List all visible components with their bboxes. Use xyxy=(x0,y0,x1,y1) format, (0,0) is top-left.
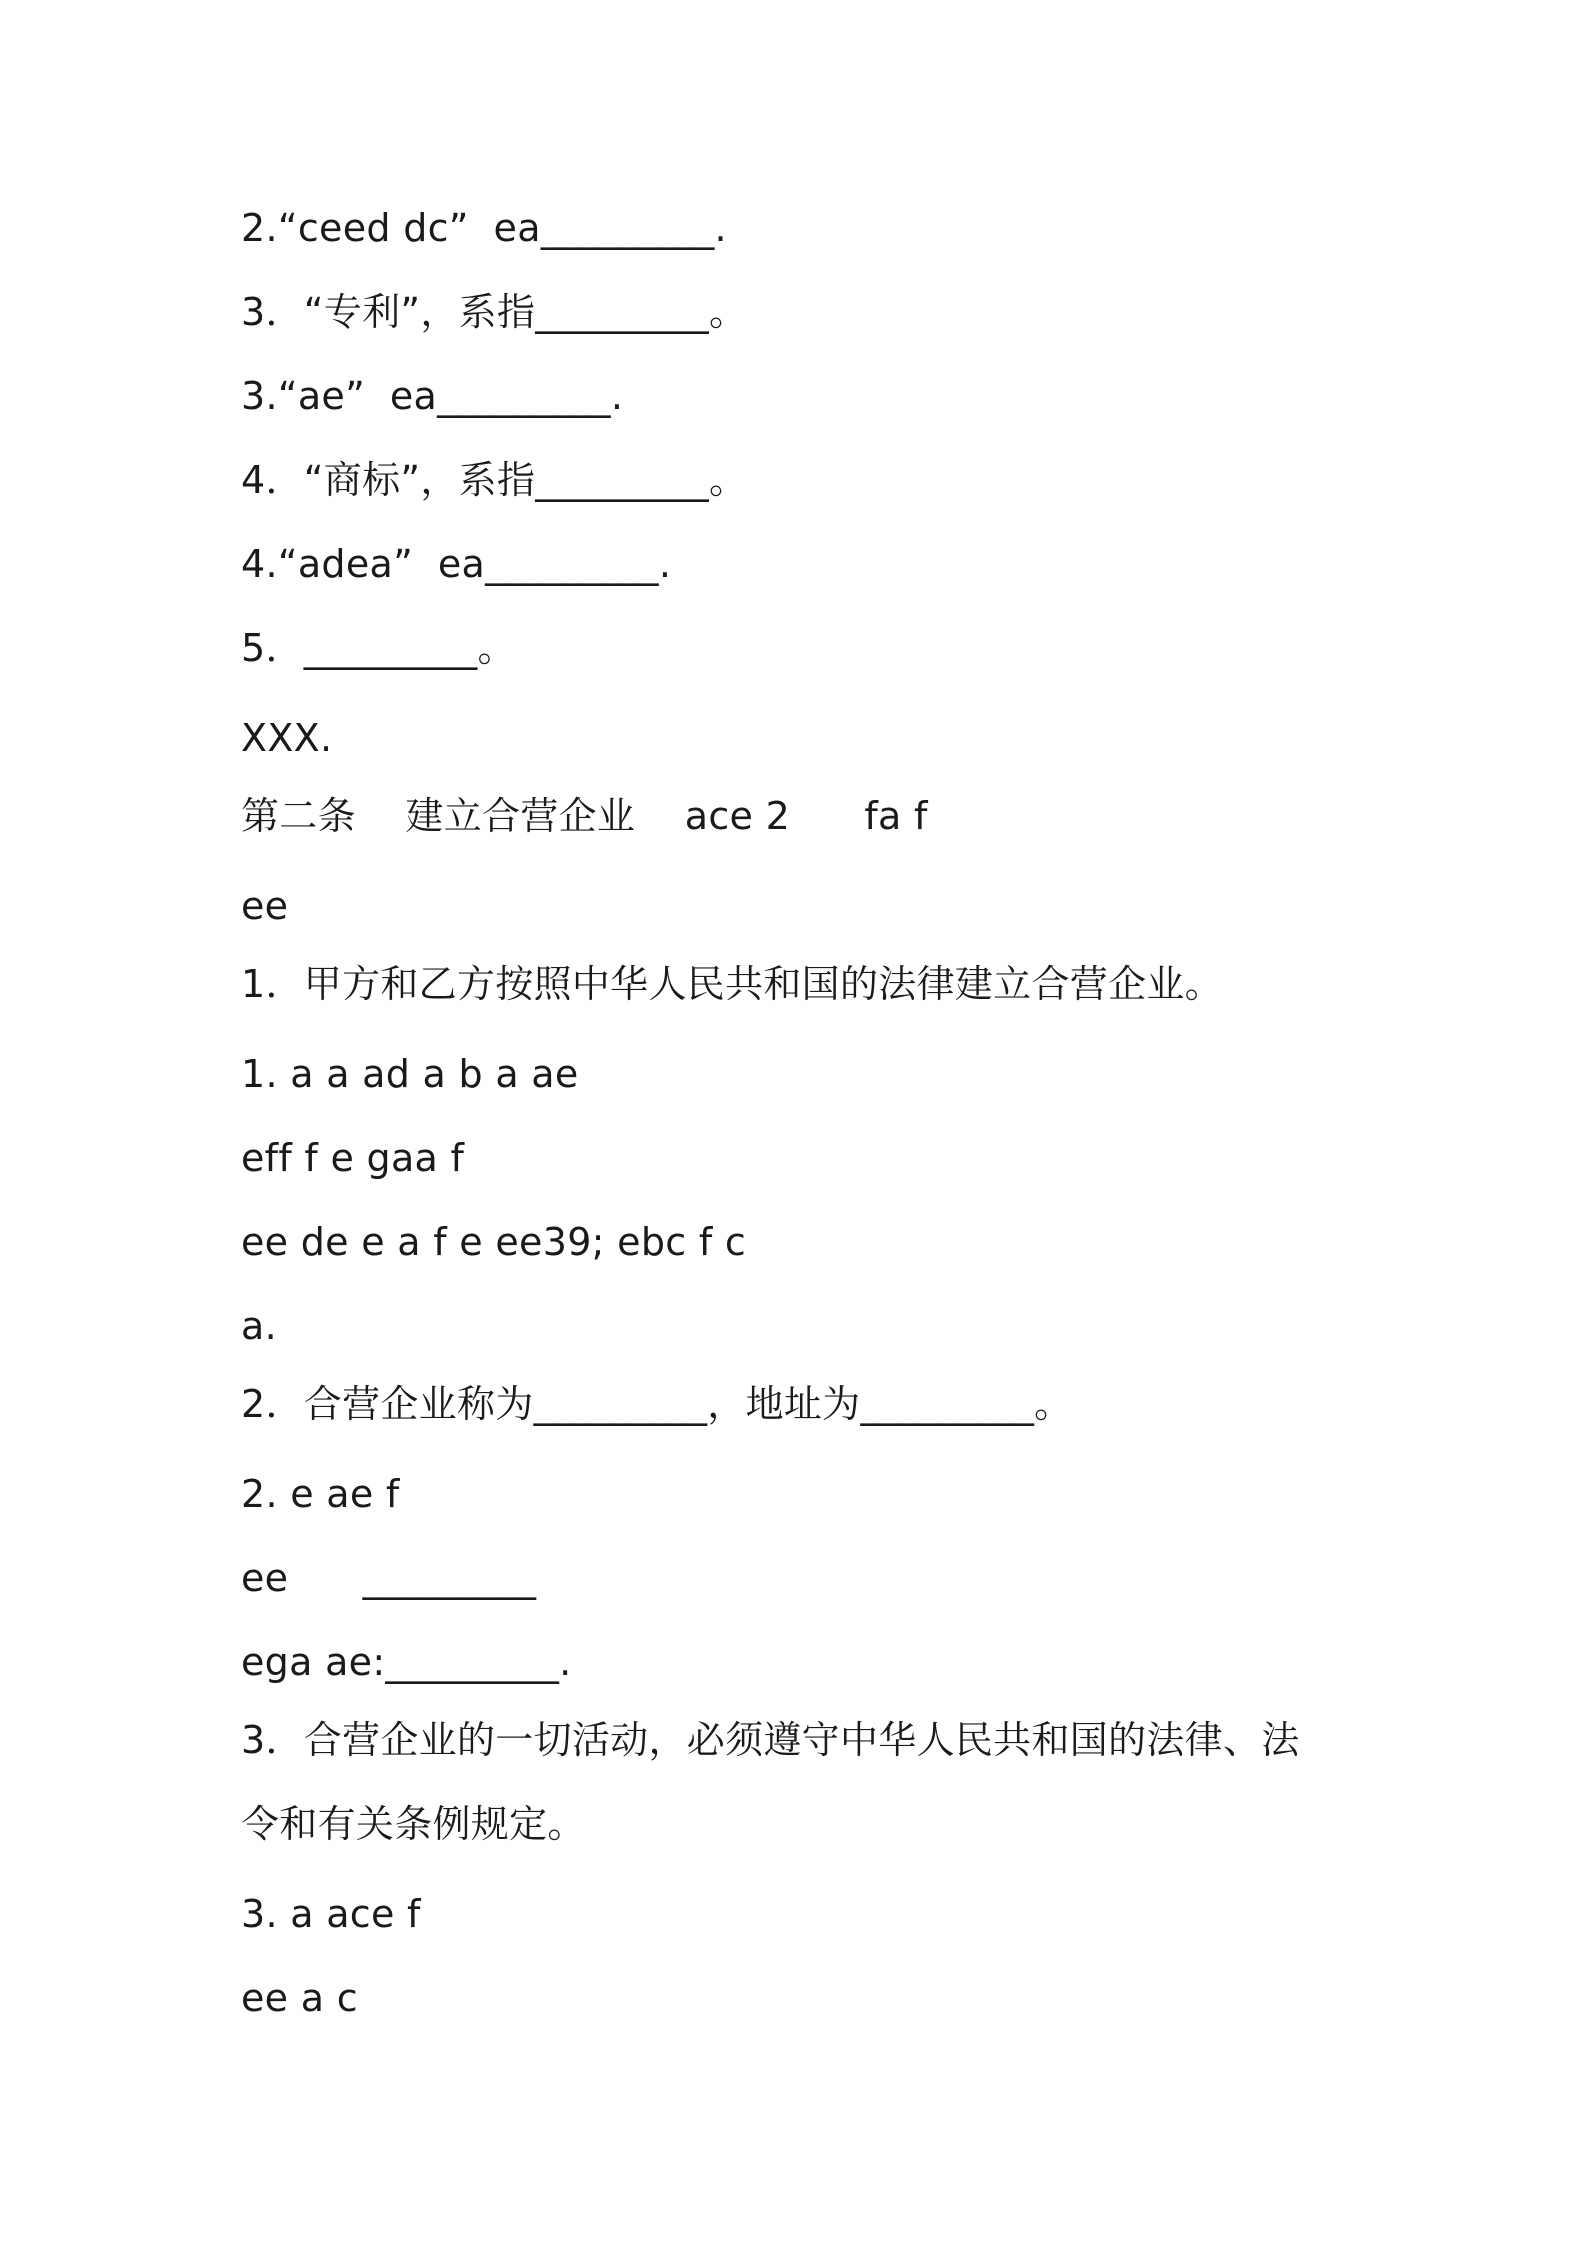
clause-1-zh: 1．甲方和乙方按照中华人民共和国的法律建立合营企业。 xyxy=(241,962,1223,1006)
clause-3-en-cont: ee a c xyxy=(241,1976,358,2020)
clause-2-en: 2. e ae f xyxy=(241,1472,400,1516)
definition-line-3-en: 3.“ae” ea_________. xyxy=(241,374,624,418)
definition-line-2-en: 2.“ceed dc” ea_________. xyxy=(241,206,727,250)
clause-3-zh-cont: 令和有关条例规定。 xyxy=(241,1802,586,1846)
clause-1-en: 1. a a ad a b a ae xyxy=(241,1052,579,1096)
clause-2-en-cont-2: ega ae:_________. xyxy=(241,1640,572,1684)
clause-3-en: 3. a ace f xyxy=(241,1892,421,1936)
clause-2-zh: 2．合营企业称为_________，地址为_________。 xyxy=(241,1382,1073,1426)
clause-1-en-cont-2: ee de e a f e ee39; ebc f c xyxy=(241,1220,747,1264)
clause-2-en-cont-1: ee _________ xyxy=(241,1556,537,1600)
clause-3-zh: 3．合营企业的一切活动，必须遵守中华人民共和国的法律、法 xyxy=(241,1718,1300,1762)
section-marker: XXX. xyxy=(241,716,333,760)
article-2-heading-cont: ee xyxy=(241,884,289,928)
definition-line-4-zh: 4．“商标”，系指_________。 xyxy=(241,458,748,502)
definition-line-3-zh: 3．“专利”，系指_________。 xyxy=(241,290,748,334)
definition-line-4-en: 4.“adea” ea_________. xyxy=(241,542,672,586)
definition-line-5: 5．_________。 xyxy=(241,626,516,670)
article-2-heading: 第二条 建立合营企业 ace 2 fa f xyxy=(241,794,928,838)
clause-1-en-cont-1: eff f e gaa f xyxy=(241,1136,465,1180)
clause-1-en-cont-3: a. xyxy=(241,1304,277,1348)
